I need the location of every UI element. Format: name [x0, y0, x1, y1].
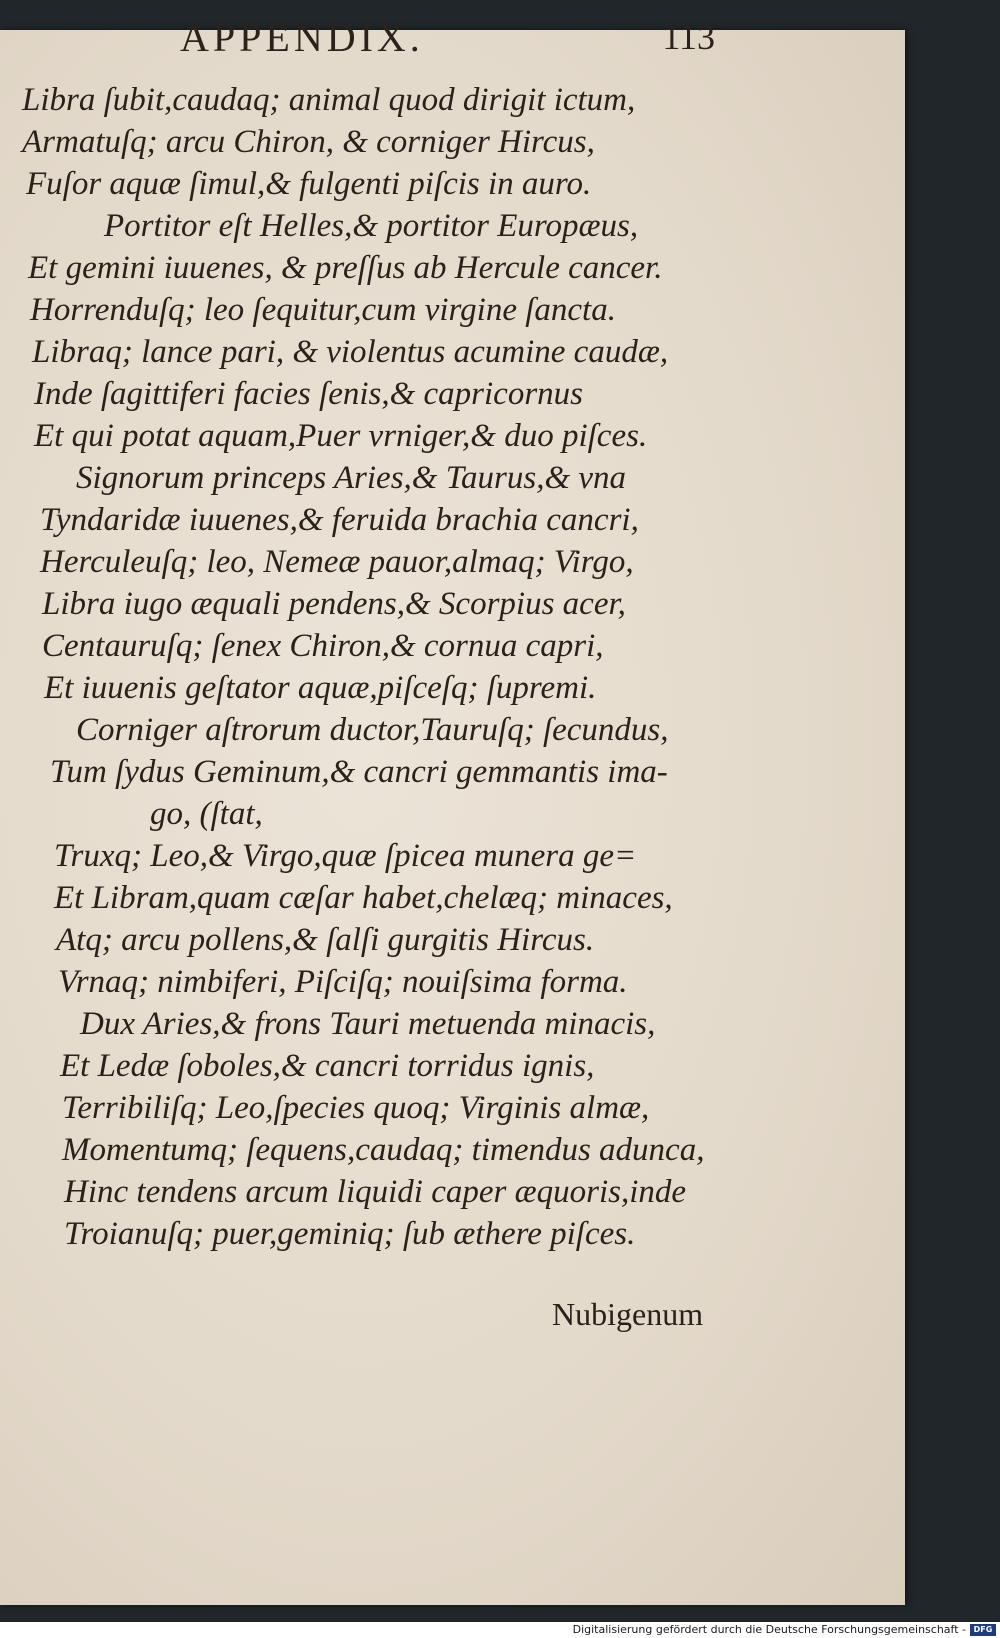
verse-line: Troianuſq; puer,geminiq; ſub æthere piſces. [64, 1216, 636, 1252]
verse-line: Signorum princeps Aries,& Taurus,& vna [76, 460, 627, 496]
verse-line: go, (ſtat, [150, 796, 263, 832]
catchword: Nubigenum [552, 1296, 704, 1332]
page-number: 113 [662, 17, 715, 57]
verse-line: Armatuſq; arcu Chiron, & corniger Hircus, [22, 124, 595, 160]
verse-line: Vrnaq; nimbiferi, Piſciſq; nouiſsima forma. [58, 964, 628, 1000]
dfg-logo-icon: DFG [970, 1624, 996, 1636]
verse-line: Atq; arcu pollens,& ſalſi gurgitis Hircus. [56, 922, 595, 958]
verse-line: Tum ſydus Geminum,& cancri gemmantis ima- [50, 754, 668, 790]
verse-line: Fuſor aquæ ſimul,& fulgenti piſcis in auro. [26, 166, 592, 202]
verse-line: Et gemini iuuenes, & preſſus ab Hercule cancer. [28, 250, 663, 286]
verse-line: Tyndaridæ iuuenes,& feruida brachia cancri, [40, 502, 639, 538]
digitization-credit: Digitalisierung gefördert durch die Deutsche Forschungsgemeinschaft - [572, 1623, 966, 1636]
verse-line: Herculeuſq; leo, Nemeæ pauor,almaq; Virgo, [40, 544, 634, 580]
verse-line: Portitor eſt Helles,& portitor Europæus, [104, 208, 639, 244]
verse-line: Horrenduſq; leo ſequitur,cum virgine ſancta. [30, 292, 616, 328]
book-page [0, 15, 905, 1605]
verse-line: Corniger aſtrorum ductor,Tauruſq; ſecundus, [76, 712, 669, 748]
verse-line: Momentumq; ſequens,caudaq; timendus adunca, [62, 1132, 705, 1168]
verse-line: Terribiliſq; Leo,ſpecies quoq; Virginis almæ, [62, 1090, 650, 1126]
verse-line: Truxq; Leo,& Virgo,quæ ſpicea munera ge= [54, 838, 637, 874]
verse-line: Inde ſagittiferi facies ſenis,& capricornus [34, 376, 584, 412]
verse-line: Libra iugo æquali pendens,& Scorpius acer, [42, 586, 626, 622]
verse-line: Et iuuenis geſtator aquæ,piſceſq; ſupremi. [44, 670, 597, 706]
verse-line: Libra ſubit,caudaq; animal quod dirigit ictum, [22, 82, 636, 118]
verse-line: Dux Aries,& frons Tauri metuenda minacis, [80, 1006, 656, 1042]
running-head: APPENDIX. [180, 15, 424, 60]
verse-line: Centauruſq; ſenex Chiron,& cornua capri, [42, 628, 604, 664]
verse-line: Hinc tendens arcum liquidi caper æquoris,inde [64, 1174, 687, 1210]
footer-strip [0, 1622, 1000, 1638]
verse-line: Libraq; lance pari, & violentus acumine caudæ, [32, 334, 669, 370]
verse-line: Et Libram,quam cæſar habet,chelæq; minaces, [54, 880, 673, 916]
page-header [180, 14, 715, 60]
verse-line: Et Ledæ ſoboles,& cancri torridus ignis, [60, 1048, 595, 1084]
verse-line: Et qui potat aquam,Puer vrniger,& duo piſces. [34, 418, 648, 454]
